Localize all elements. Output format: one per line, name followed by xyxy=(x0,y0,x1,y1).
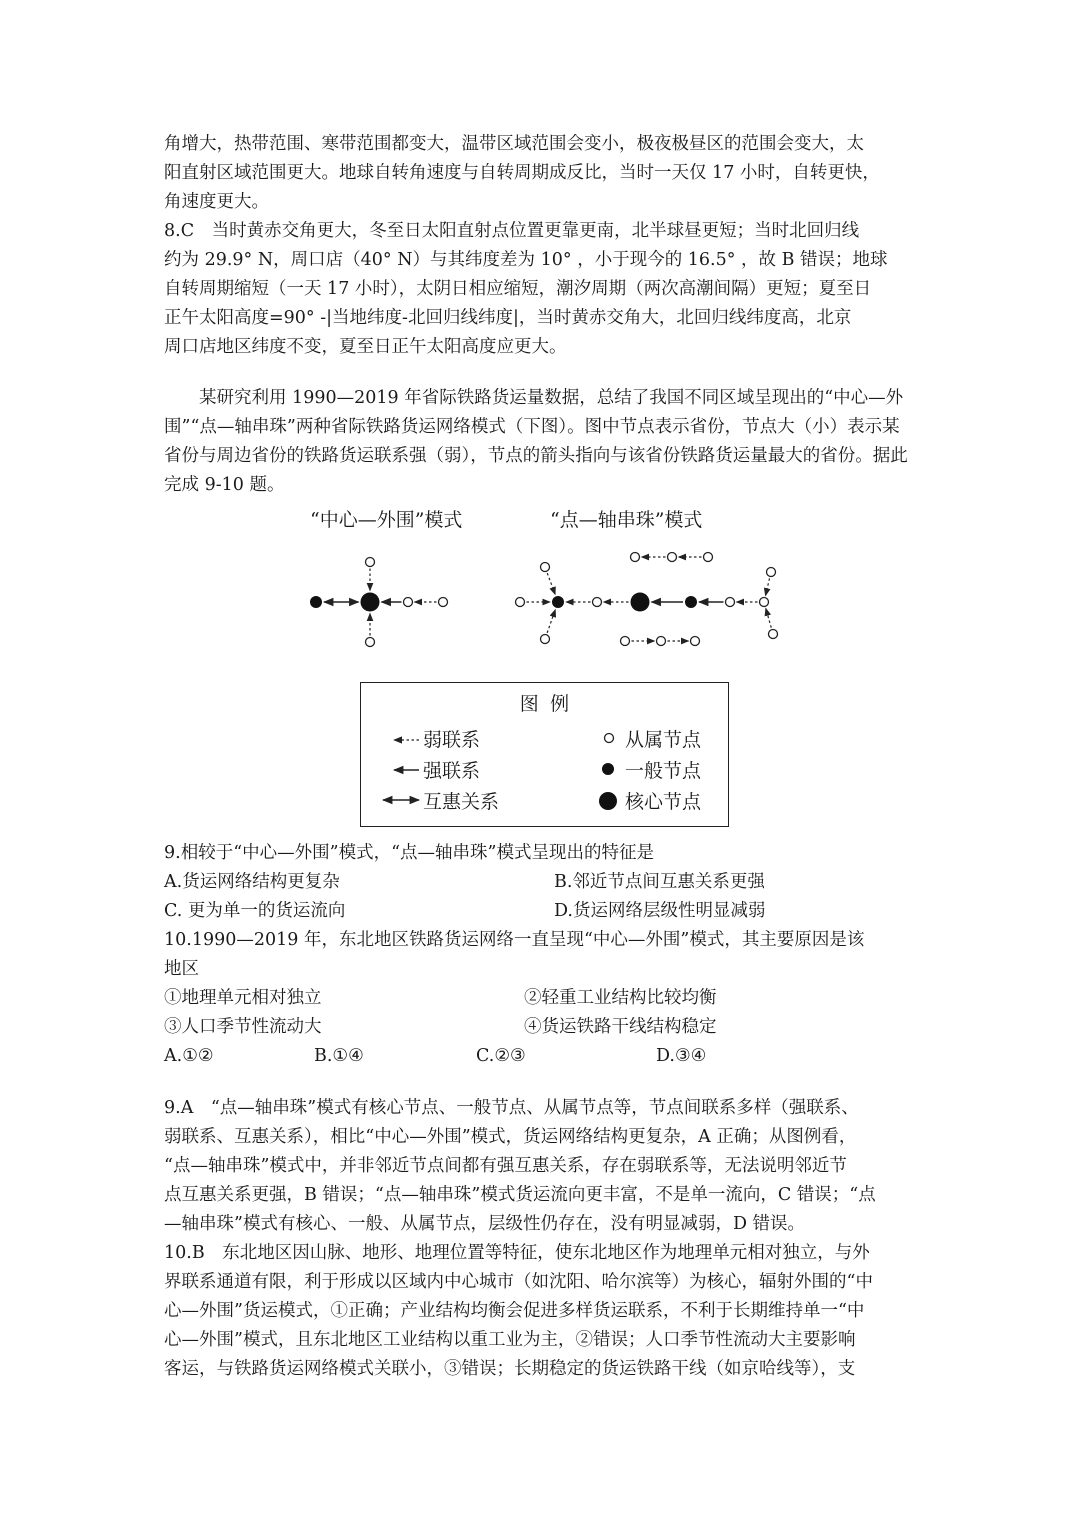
text-line: 9.A “点—轴串珠”模式有核心节点、一般节点、从属节点等，节点间联系多样（强联系、 xyxy=(164,1098,859,1118)
q10-item-3: ③人口季节性流动大 xyxy=(164,1017,322,1037)
text-line: 正午太阳高度=90° -|当地纬度-北回归线纬度|，当时黄赤交角大，北回归线纬度高，北京 xyxy=(164,308,852,328)
legend-strong-label: 强联系 xyxy=(423,760,481,782)
subordinate-node xyxy=(704,553,713,562)
subordinate-node xyxy=(439,598,448,607)
text-line: 阳直射区域范围更大。地球自转角速度与自转周期成反比，当时一天仅 17 小时，自转更快， xyxy=(164,163,880,183)
answer-8 xyxy=(164,217,916,362)
core-node-symbol xyxy=(599,792,617,810)
subordinate-node xyxy=(631,553,640,562)
text-line: 10.B 东北地区因山脉、地形、地理位置等特征，使东北地区作为地理单元相对独立，与外 xyxy=(164,1243,870,1263)
answers-9-10 xyxy=(164,1094,916,1384)
q10-item-2: ②轻重工业结构比较均衡 xyxy=(524,988,717,1008)
subordinate-node-symbol xyxy=(605,734,614,743)
network-svg xyxy=(280,505,800,665)
weak-link xyxy=(765,578,769,595)
q9-option-d: D.货运网络层级性明显减弱 xyxy=(554,901,766,921)
general-node xyxy=(310,596,322,608)
legend-general-label: 一般节点 xyxy=(625,760,702,782)
text-line: 客运，与铁路货运网络模式关联小，③错误；长期稳定的货运铁路干线（如京哈线等），支 xyxy=(164,1359,856,1379)
text-line: “点—轴串珠”模式中，并非邻近节点间都有强互惠关系，存在弱联系等，无法说明邻近节 xyxy=(164,1156,847,1176)
nodes-layer xyxy=(310,553,778,647)
question-stem xyxy=(164,384,916,500)
subordinate-node xyxy=(621,637,630,646)
general-node xyxy=(552,596,564,608)
q10-stem-line: 地区 xyxy=(164,959,199,979)
q10-item-1: ①地理单元相对独立 xyxy=(164,988,322,1008)
text-line: 界联系通道有限，利于形成以区域内中心城市（如沈阳、哈尔滨等）为核心，辐射外围的“中 xyxy=(164,1272,873,1292)
q10-option-a: A.①② xyxy=(164,1046,214,1066)
subordinate-node xyxy=(593,598,602,607)
text-line: 角速度更大。 xyxy=(164,192,269,212)
legend-weak-label: 弱联系 xyxy=(423,729,481,751)
weak-link xyxy=(547,610,555,633)
subordinate-node xyxy=(691,637,700,646)
q10-item-4: ④货运铁路干线结构稳定 xyxy=(524,1017,717,1037)
subordinate-node xyxy=(767,568,776,577)
network-diagram xyxy=(280,505,800,665)
general-node xyxy=(685,596,697,608)
core-node xyxy=(361,593,380,612)
question-9 xyxy=(164,839,916,926)
subordinate-node xyxy=(541,635,550,644)
subordinate-node xyxy=(668,553,677,562)
center-periphery-title: “中心—外围”模式 xyxy=(310,509,463,531)
text-line: 弱联系、互惠关系），相比“中心—外围”模式，货运网络结构更复杂，A 正确；从图例看， xyxy=(164,1127,857,1147)
q9-option-c: C. 更为单一的货运流向 xyxy=(164,901,346,921)
question-10 xyxy=(164,926,916,1071)
text-line: 周口店地区纬度不变，夏至日正午太阳高度应更大。 xyxy=(164,337,567,357)
subordinate-node xyxy=(516,598,525,607)
weak-link xyxy=(547,573,555,594)
weak-link xyxy=(766,608,771,627)
subordinate-node xyxy=(657,637,666,646)
legend xyxy=(360,682,729,827)
general-node-symbol xyxy=(602,763,614,775)
text-line: —轴串珠”模式有核心、一般、从属节点，层级性仍存在，没有明显减弱，D 错误。 xyxy=(164,1214,806,1234)
subordinate-node xyxy=(366,558,375,567)
text-line: 角增大，热带范围、寒带范围都变大，温带区域范围会变小，极夜极昼区的范围会变大，太 xyxy=(164,134,864,154)
subordinate-node xyxy=(404,598,413,607)
subordinate-node xyxy=(366,638,375,647)
legend-subordinate-label: 从属节点 xyxy=(625,729,702,751)
q10-option-b: B.①④ xyxy=(314,1046,364,1066)
legend-mutual-label: 互惠关系 xyxy=(423,791,500,813)
q10-option-c: C.②③ xyxy=(476,1046,526,1066)
q9-option-b: B.邻近节点间互惠关系更强 xyxy=(554,872,765,892)
text-line: 约为 29.9° N，周口店（40° N）与其纬度差为 10° ，小于现今的 16.5° ，故 B 错误；地球 xyxy=(164,250,888,270)
q10-option-d: D.③④ xyxy=(656,1046,707,1066)
legend-core-label: 核心节点 xyxy=(625,791,702,813)
q9-stem: 9.相较于“中心—外围”模式，“点—轴串珠”模式呈现出的特征是 xyxy=(164,843,654,863)
top-explanation xyxy=(164,130,916,217)
subordinate-node xyxy=(541,563,550,572)
text-line: 点互惠关系更强，B 错误；“点—轴串珠”模式货运流向更丰富，不是单一流向，C 错误；“点 xyxy=(164,1185,876,1205)
core-node xyxy=(631,593,650,612)
legend-title: 图例 xyxy=(519,693,581,715)
text-line: 8.C 当时黄赤交角更大，冬至日太阳直射点位置更靠更南，北半球昼更短；当时北回归线 xyxy=(164,221,860,241)
subordinate-node xyxy=(769,630,778,639)
q9-option-a: A.货运网络结构更复杂 xyxy=(164,872,340,892)
subordinate-node xyxy=(760,598,769,607)
subordinate-node xyxy=(726,598,735,607)
stem-text: 某研究利用 1990—2019 年省际铁路货运量数据，总结了我国不同区域呈现出的“中心—外围”“点—轴串珠”两种省际铁路货运网络模式（下图）。图中节点表示省份，节点大（小）表示某省份与周边省份的铁路货运联系强（弱），节点的箭头指向与该省份铁路货运量最大的省份。据此完成 9-10 题。 xyxy=(164,388,908,495)
point-axis-title: “点—轴串珠”模式 xyxy=(550,509,703,531)
text-line: 自转周期缩短（一天 17 小时），太阴日相应缩短，潮汐周期（两次高潮间隔）更短；夏至日 xyxy=(164,279,872,299)
q10-stem-line: 10.1990—2019 年，东北地区铁路货运网络一直呈现“中心—外围”模式，其主要原因是该 xyxy=(164,930,865,950)
text-line: 心—外围”货运模式，①正确；产业结构均衡会促进多样货运联系，不利于长期维持单一“中 xyxy=(164,1301,865,1321)
text-line: 心—外围”模式，且东北地区工业结构以重工业为主，②错误；人口季节性流动大主要影响 xyxy=(164,1330,856,1350)
